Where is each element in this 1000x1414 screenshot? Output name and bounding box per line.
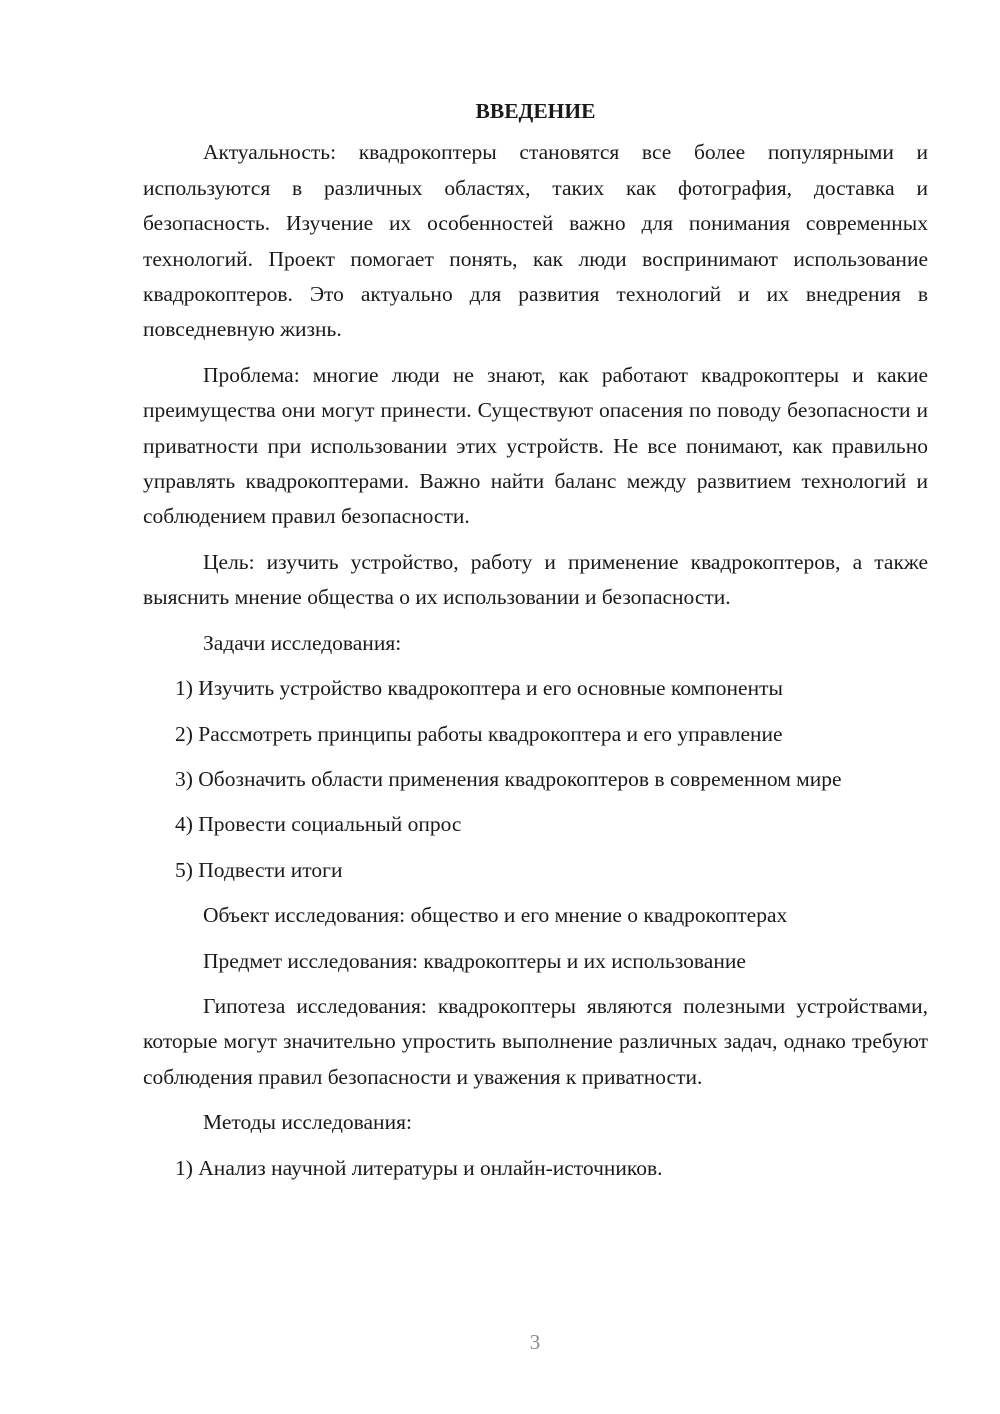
paragraph-methods-title: Методы исследования: bbox=[203, 1110, 412, 1135]
paragraph-hypothesis: Гипотеза исследования: квадрокоптеры являются полезными устройствами, которые могут значительно упростить выполнение различных задач, однако требуют соблюдения правил безопасности и уважения к приватности. bbox=[143, 993, 928, 1089]
paragraph-tasks-title: Задачи исследования: bbox=[203, 630, 402, 655]
paragraph-problem: Проблема: многие люди не знают, как работают квадрокоптеры и какие преимущества они могут принести. Существуют опасения по поводу безопасности и приватности при использовании этих устройств. Не все понимают, как правильно управлять квадрокоптерами. Важно найти баланс между развитием технологий и соблюдением правил безопасности. bbox=[143, 362, 928, 529]
list-item-task-1: 1) Изучить устройство квадрокоптера и его основные компоненты bbox=[175, 676, 783, 701]
page-content bbox=[143, 94, 928, 1196]
list-item-task-2: 2) Рассмотреть принципы работы квадрокоптера и его управление bbox=[175, 721, 783, 746]
list-item-method-1: 1) Анализ научной литературы и онлайн-источников. bbox=[175, 1155, 663, 1180]
list-item-task-3: 3) Обозначить области применения квадрокоптеров в современном мире bbox=[175, 766, 842, 791]
list-item-task-4: 4) Провести социальный опрос bbox=[175, 812, 462, 837]
list-item-task-5: 5) Подвести итоги bbox=[175, 857, 343, 882]
page-number: 3 bbox=[529, 1330, 541, 1354]
paragraph-relevance: Актуальность: квадрокоптеры становятся все более популярными и используются в различных областях, таких как фотография, доставка и безопасность. Изучение их особенностей важно для понимания современных технологий. Проект помогает понять, как люди воспринимают использование квадрокоптеров. Это актуально для развития технологий и их внедрения в повседневную жизнь. bbox=[143, 140, 928, 342]
section-heading: ВВЕДЕНИЕ bbox=[475, 99, 596, 123]
paragraph-object: Объект исследования: общество и его мнение о квадрокоптерах bbox=[203, 903, 788, 928]
paragraph-subject: Предмет исследования: квадрокоптеры и их использование bbox=[203, 948, 746, 973]
paragraph-goal: Цель: изучить устройство, работу и применение квадрокоптеров, а также выяснить мнение общества о их использовании и безопасности. bbox=[143, 549, 928, 610]
